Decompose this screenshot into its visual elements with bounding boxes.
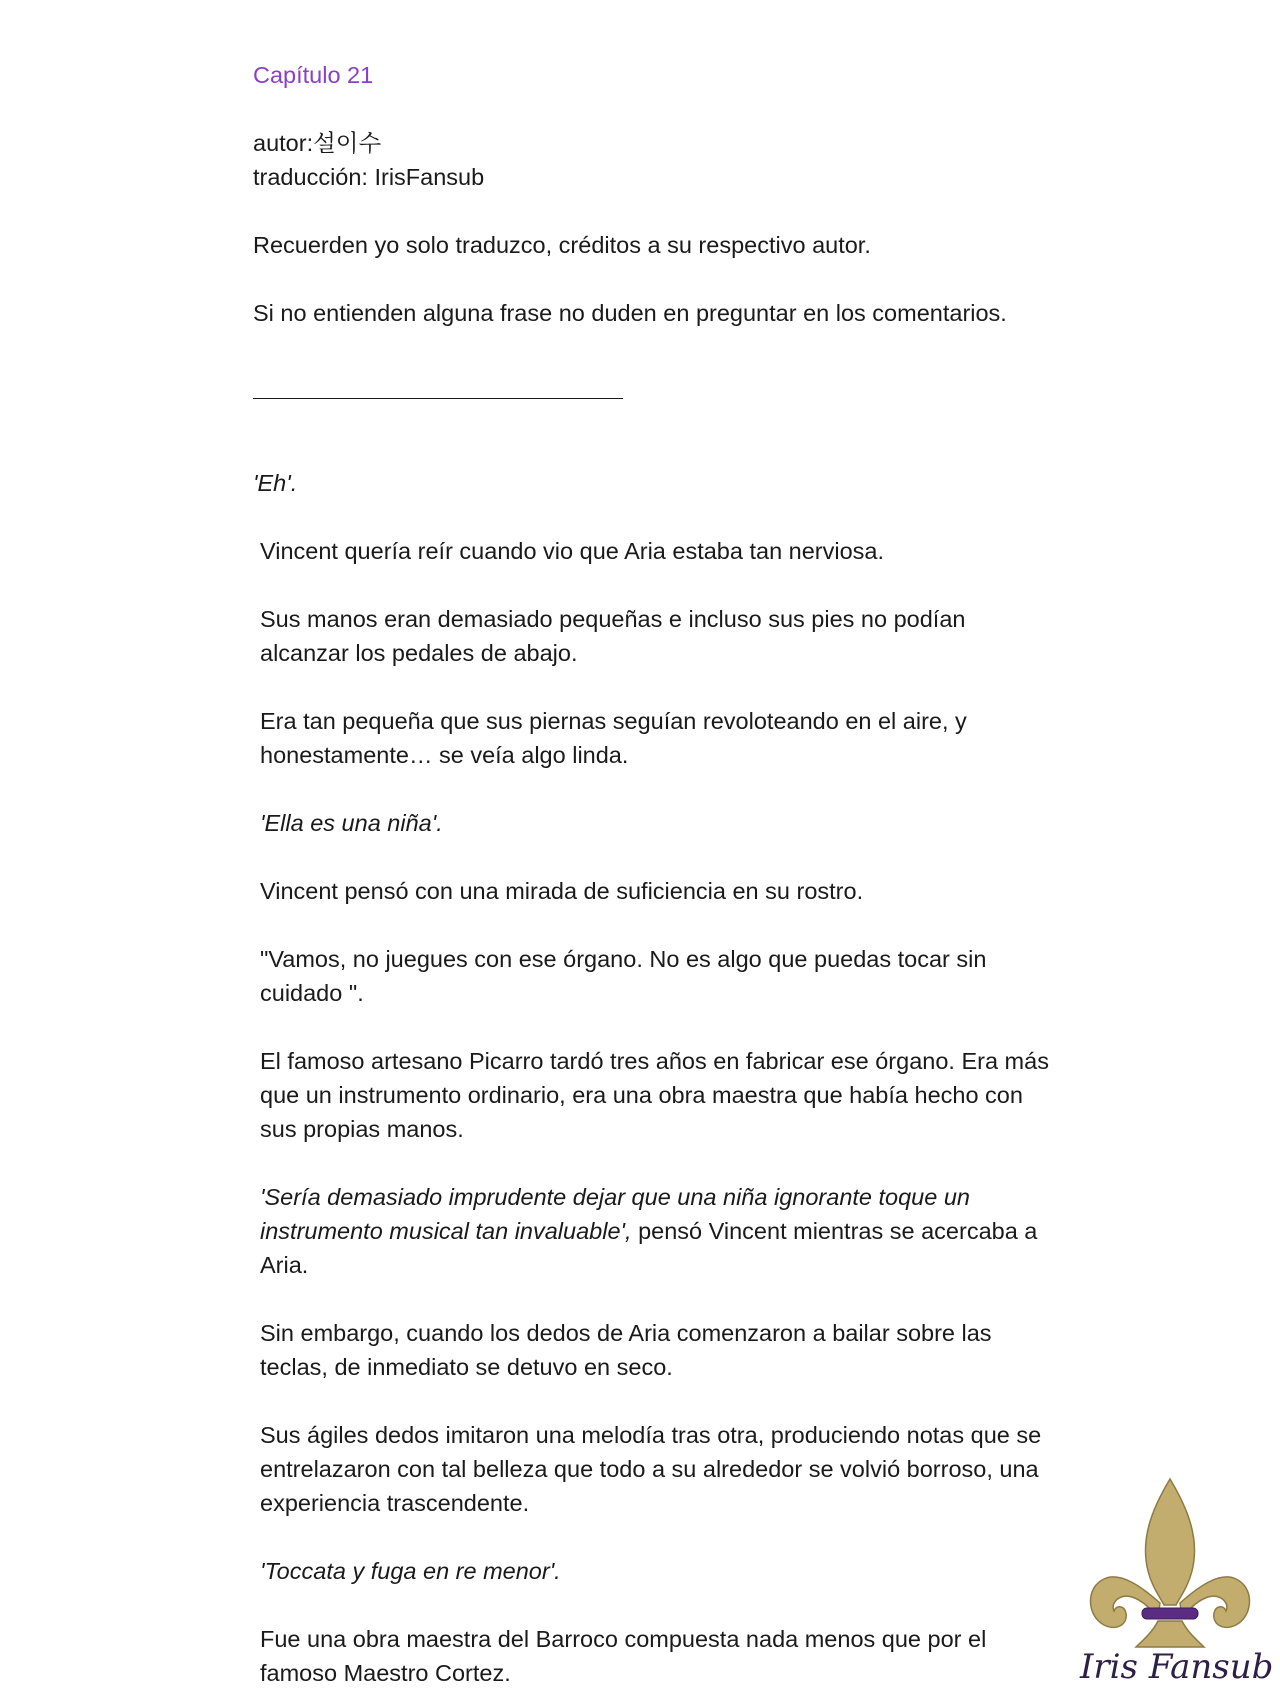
narration-text: pensó Vincent mientras se acercaba a Aria.	[260, 1218, 1038, 1278]
document-page	[253, 58, 1053, 1690]
fleur-de-lis-icon	[1080, 1475, 1260, 1655]
paragraph: Sin embargo, cuando los dedos de Aria comenzaron a bailar sobre las teclas, de inmediato se detuvo en seco.	[260, 1320, 992, 1380]
separator-line	[253, 364, 1053, 398]
paragraph: Fue una obra maestra del Barroco compuesta nada menos que por el famoso Maestro Cortez.	[260, 1626, 987, 1686]
thought-text: 'Sería demasiado imprudente dejar que una niña ignorante toque un instrumento musical tan invaluable',	[260, 1184, 970, 1244]
paragraph: Vincent quería reír cuando vio que Aria estaba tan nerviosa.	[260, 538, 885, 564]
paragraph-thought: 'Toccata y fuga en re menor'.	[260, 1558, 561, 1584]
paragraph-dialogue: "Vamos, no juegues con ese órgano. No es algo que puedas tocar sin cuidado ".	[260, 946, 987, 1006]
logo-text: Iris Fansub	[1080, 1647, 1274, 1687]
paragraph-eh: 'Eh'.	[253, 470, 298, 496]
paragraph: El famoso artesano Picarro tardó tres años en fabricar ese órgano. Era más que un instrumento ordinario, era una obra maestra que había hecho con sus propias manos.	[260, 1048, 1049, 1142]
chapter-title: Capítulo 21	[253, 62, 374, 88]
paragraph-thought: 'Ella es una niña'.	[260, 810, 443, 836]
paragraph: Sus manos eran demasiado pequeñas e incluso sus pies no podían alcanzar los pedales de abajo.	[260, 606, 966, 666]
paragraph: Era tan pequeña que sus piernas seguían revoloteando en el aire, y honestamente… se veía algo linda.	[260, 708, 967, 768]
translation-line: traducción: IrisFansub	[253, 164, 485, 190]
iris-fansub-logo	[1080, 1475, 1274, 1695]
questions-note: Si no entienden alguna frase no duden en preguntar en los comentarios.	[253, 300, 1007, 326]
paragraph-mixed	[253, 1180, 1053, 1282]
credits-note: Recuerden yo solo traduzco, créditos a su respectivo autor.	[253, 232, 871, 258]
author-line: autor:설이수	[253, 130, 382, 156]
paragraph: Vincent pensó con una mirada de suficiencia en su rostro.	[260, 878, 864, 904]
paragraph: Sus ágiles dedos imitaron una melodía tras otra, produciendo notas que se entrelazaron con tal belleza que todo a su alrededor se volvió borroso, una experiencia trascendente.	[260, 1422, 1042, 1516]
